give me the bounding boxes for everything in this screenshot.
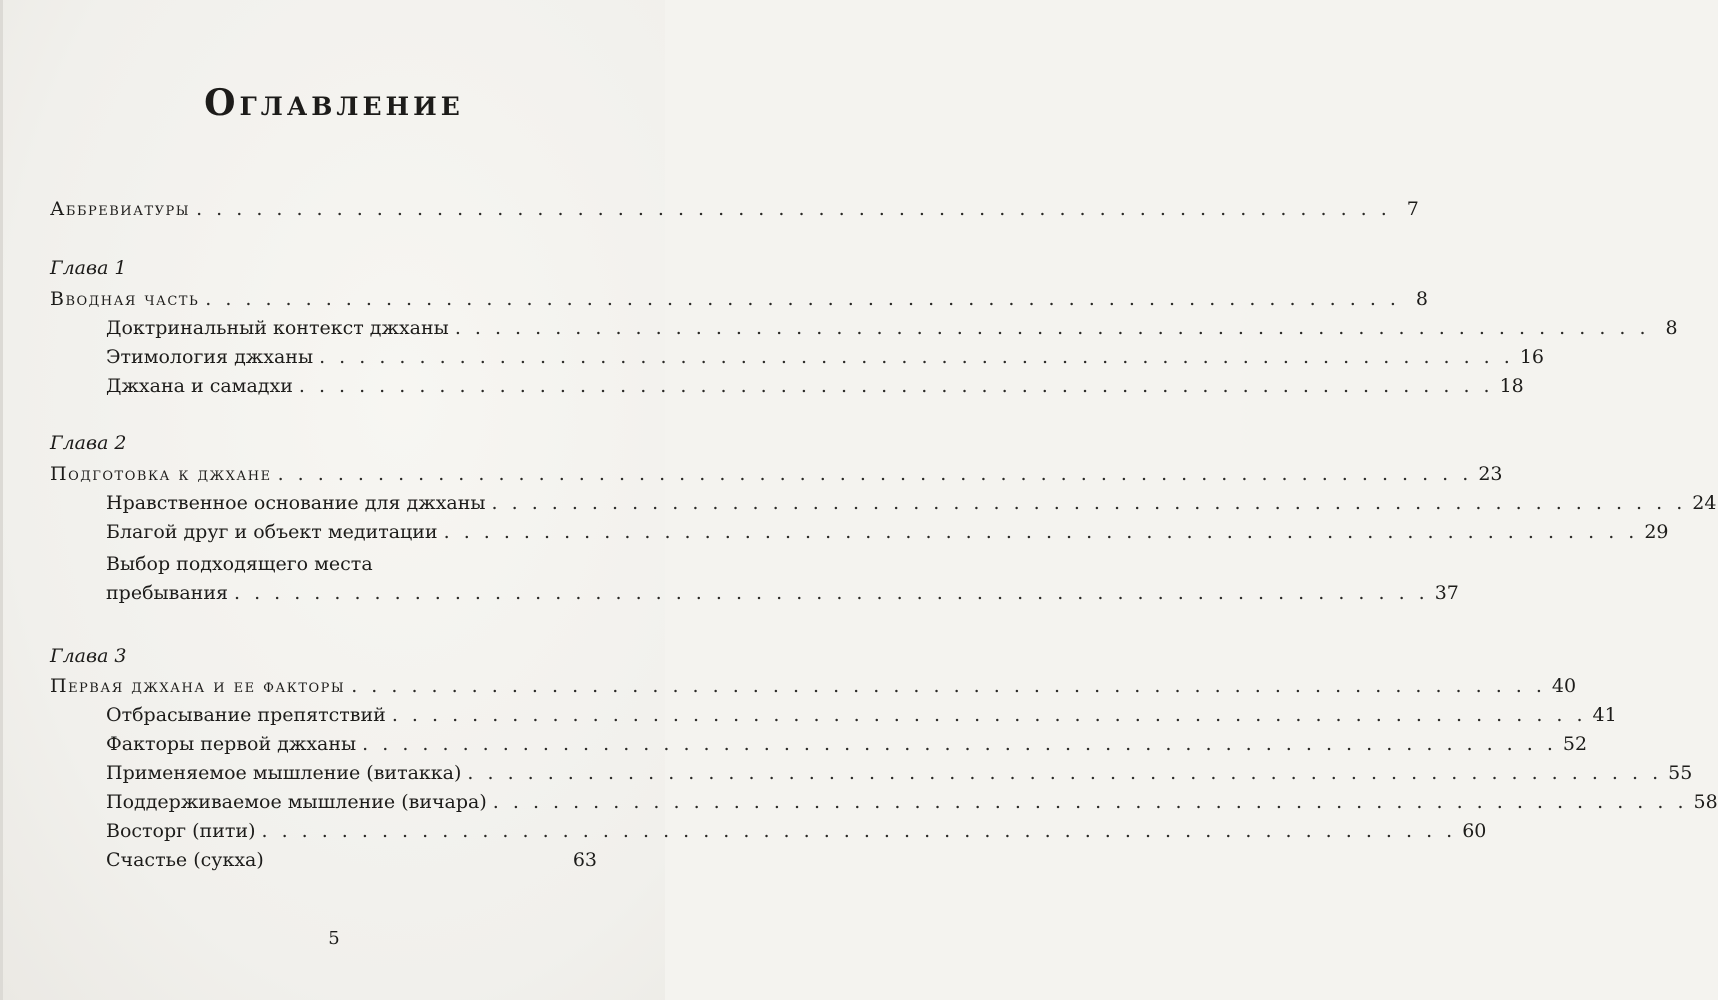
chapter-heading: Глава 1 bbox=[50, 257, 127, 279]
toc-page-number: 8 bbox=[1665, 317, 1678, 339]
toc-page-number: 40 bbox=[1551, 675, 1577, 697]
toc-subentry bbox=[106, 847, 597, 873]
toc-page-number: 37 bbox=[1434, 582, 1459, 604]
toc-subentry bbox=[106, 702, 1617, 728]
toc-page-number: 24 bbox=[1692, 492, 1717, 514]
toc-entry-label: Счастье (сукха) bbox=[106, 849, 264, 871]
page-number: 5 bbox=[328, 928, 340, 949]
toc-leader-dots: . . . . . . . . . . . . . . . . . . . . . . . . . . . . . . . . . . . . . . . . . . . . . . . . . . . . . . . . . . . . bbox=[454, 317, 1650, 339]
toc-page-number: 18 bbox=[1499, 375, 1524, 397]
toc-leader-dots: . . . . . . . . . . . . . . . . . . . . . . . . . . . . . . . . . . . . . . . . . . . . . . . . . . . . . . . . . . . . bbox=[261, 820, 1457, 842]
toc-page-number: 7 bbox=[1406, 198, 1419, 220]
toc-entry-label: Факторы первой джханы bbox=[106, 733, 357, 755]
toc-page-number: 58 bbox=[1693, 791, 1718, 813]
toc-entry-label: Джхана и самадхи bbox=[106, 375, 293, 397]
toc-page-number: 8 bbox=[1415, 288, 1428, 310]
toc-leader-dots: . . . . . . . . . . . . . . . . . . . . . . . . . . . . . . . . . . . . . . . . . . . . . . . . . . . . . . . . . . . . bbox=[467, 762, 1663, 784]
toc-entry bbox=[50, 673, 1577, 699]
toc-page-number: 63 bbox=[572, 849, 597, 871]
toc-entry-label: Благой друг и объект медитации bbox=[106, 521, 438, 543]
toc-entry-label: Этимология джханы bbox=[106, 346, 314, 368]
toc-page-number: 16 bbox=[1519, 346, 1544, 368]
toc-entry-label: Подготовка к джхане bbox=[50, 463, 272, 485]
toc-leader-dots: . . . . . . . . . . . . . . . . . . . . . . . . . . . . . . . . . . . . . . . . . . . . . . . . . . . . . . . . . . . . bbox=[277, 463, 1473, 485]
toc-page-number: 55 bbox=[1668, 762, 1693, 784]
toc-subentry bbox=[106, 373, 1524, 399]
toc-page-number: 60 bbox=[1462, 820, 1487, 842]
toc-entry-label: Применяемое мышление (витакка) bbox=[106, 762, 462, 784]
toc-subentry bbox=[106, 818, 1487, 844]
toc-subentry bbox=[106, 344, 1544, 370]
chapter-heading: Глава 3 bbox=[50, 645, 127, 667]
toc-leader-dots: . . . . . . . . . . . . . . . . . . . . . . . . . . . . . . . . . . . . . . . . . . . . . . . . . . . . . . . . . . . . bbox=[233, 582, 1429, 604]
toc-page-number: 52 bbox=[1562, 733, 1588, 755]
toc-entry bbox=[50, 461, 1503, 487]
chapter-heading: Глава 2 bbox=[50, 432, 127, 454]
toc-entry bbox=[50, 286, 1428, 312]
toc-page-number: 29 bbox=[1644, 521, 1669, 543]
toc-entry-label: Поддерживаемое мышление (вичара) bbox=[106, 791, 487, 813]
toc-leader-dots: . . . . . . . . . . . . . . . . . . . . . . . . . . . . . . . . . . . . . . . . . . . . . . . . . . . . . . . . . . . . bbox=[492, 791, 1688, 813]
toc-subentry bbox=[106, 789, 1718, 815]
toc-page-number: 41 bbox=[1592, 704, 1617, 726]
toc-leader-dots: . . . . . . . . . . . . . . . . . . . . . . . . . . . . . . . . . . . . . . . . . . . . . . . . . . . . . . . . . . . . bbox=[205, 288, 1400, 310]
page-title: Оглавление bbox=[204, 82, 464, 124]
toc-entry-label-line1: Выбор подходящего места bbox=[106, 553, 373, 575]
toc-subentry bbox=[106, 315, 1678, 341]
toc-leader-dots: . . . . . . . . . . . . . . . . . . . . . . . . . . . . . . . . . . . . . . . . . . . . . . . . . . . . . . . . . . . . bbox=[351, 675, 1546, 697]
toc-entry-label: Нравственное основание для джханы bbox=[106, 492, 486, 514]
toc-entry-label: Доктринальный контекст джханы bbox=[106, 317, 449, 339]
toc-entry-label: пребывания bbox=[106, 582, 228, 604]
toc-leader-dots: . . . . . . . . . . . . . . . . . . . . . . . . . . . . . . . . . . . . . . . . . . . . . . . . . . . . . . . . . . . . bbox=[298, 375, 1494, 397]
toc-page-number: 23 bbox=[1478, 463, 1503, 485]
toc-entry-label: Вводная часть bbox=[50, 288, 200, 310]
toc-subentry bbox=[106, 580, 1459, 606]
toc-entry-label: Отбрасывание препятствий bbox=[106, 704, 386, 726]
toc-leader-dots: . . . . . . . . . . . . . . . . . . . . . . . . . . . . . . . . . . . . . . . . . . . . . . . . . . . . . . . . . . . . bbox=[196, 198, 1391, 220]
toc-subentry bbox=[106, 519, 1669, 545]
toc-subentry bbox=[106, 490, 1717, 516]
toc-entry-label: Аббревиатуры bbox=[50, 198, 191, 220]
toc-leader-dots: . . . . . . . . . . . . . . . . . . . . . . . . . . . . . . . . . . . . . . . . . . . . . . . . . . . . . . . . . . . . bbox=[443, 521, 1639, 543]
toc-leader-dots: . . . . . . . . . . . . . . . . . . . . . . . . . . . . . . . . . . . . . . . . . . . . . . . . . . . . . . . . . . . . bbox=[319, 346, 1514, 368]
toc-leader-dots: . . . . . . . . . . . . . . . . . . . . . . . . . . . . . . . . . . . . . . . . . . . . . . . . . . . . . . . . . . . . bbox=[362, 733, 1557, 755]
toc-entry-label: Первая джхана и ее факторы bbox=[50, 675, 346, 697]
toc-entry bbox=[50, 196, 1419, 222]
toc-subentry bbox=[106, 731, 1588, 757]
toc-subentry bbox=[106, 760, 1693, 786]
toc-leader-dots: . . . . . . . . . . . . . . . . . . . . . . . . . . . . . . . . . . . . . . . . . . . . . . . . . . . . . . . . . . . . bbox=[391, 704, 1587, 726]
toc-entry-label: Восторг (пити) bbox=[106, 820, 256, 842]
toc-leader-dots: . . . . . . . . . . . . . . . . . . . . . . . . . . . . . . . . . . . . . . . . . . . . . . . . . . . . . . . . . . . . bbox=[491, 492, 1687, 514]
